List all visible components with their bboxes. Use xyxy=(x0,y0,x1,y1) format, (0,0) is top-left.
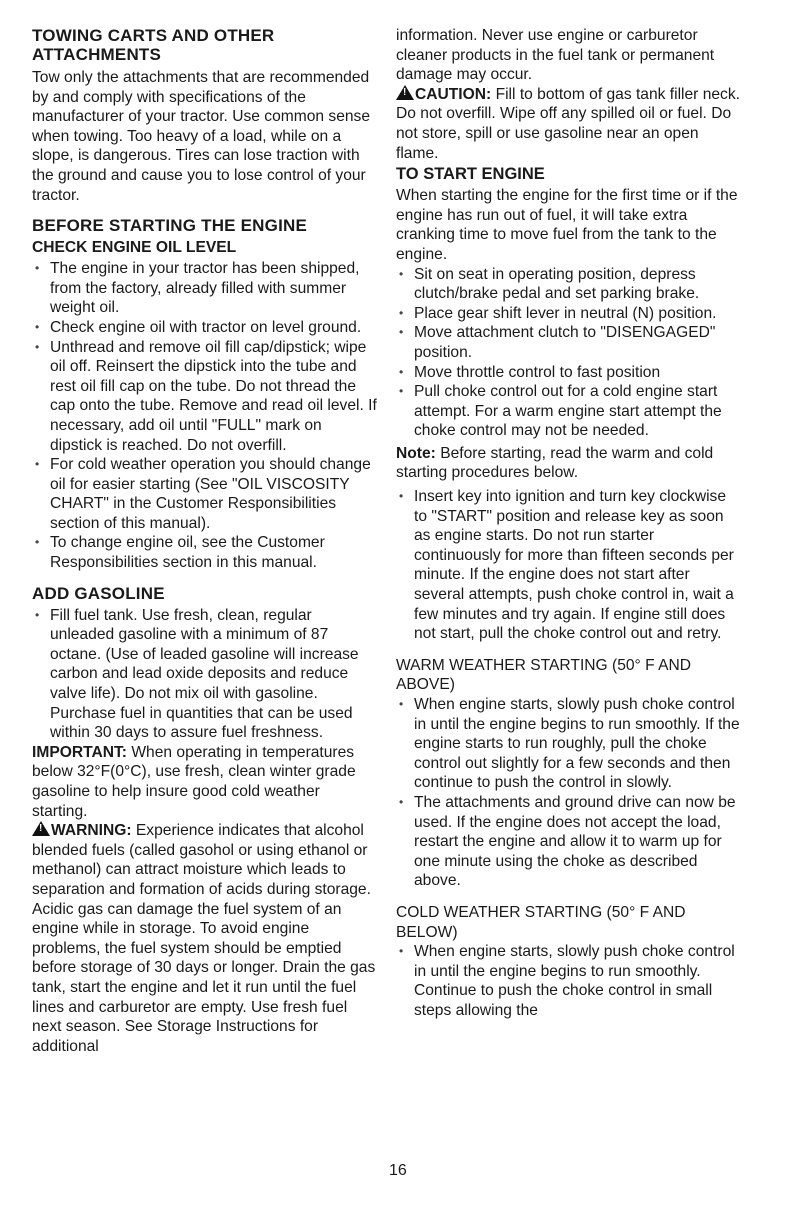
warning-paragraph: !WARNING: Experience indicates that alcohol blended fuels (called gasohol or using ethanol or methanol) can attract moisture which leads to separation and formation of acids during storage. Acidic gas can damage the fuel system of an engine while in storage. To avoid engine problems, the fuel system should be emptied before storage of 30 days or longer. Drain the gas tank, start the engine and let it run until the fuel lines and carburetor are empty. Use fresh fuel next season. See Storage Instructions for additional xyxy=(32,821,377,1056)
warm-weather-title: WARM WEATHER STARTING (50° F AND ABOVE) xyxy=(396,656,692,694)
note-label: Note: xyxy=(396,444,436,462)
start-bullet-list xyxy=(396,265,741,441)
caution-paragraph: !CAUTION: Fill to bottom of gas tank filler neck. Do not overfill. Wipe off any spilled oil or fuel. Do not store, spill or use gasoline near an open flame. xyxy=(396,85,741,163)
list-item: • Move attachment clutch to "DISENGAGED" position. xyxy=(396,323,741,362)
list-item: • When engine starts, slowly push choke control in until the engine begins to run smoothly. Continue to push the choke control in small steps allowing the xyxy=(396,942,741,1020)
list-item: • Fill fuel tank. Use fresh, clean, regular unleaded gasoline with a minimum of 87 octane. (Use of leaded gasoline will increase carbon and lead oxide deposits and reduce valve life). Do not mix oil with gasoline. Purchase fuel in quantities that can be used within 30 days to assure fuel freshness. xyxy=(32,606,377,743)
add-gasoline-title: ADD GASOLINE xyxy=(32,583,165,603)
list-item: • Insert key into ignition and turn key clockwise to "START" position and release key as soon as engine starts. Do not run starter continuously for more than fifteen seconds per minute. If the engine does not start after several attempts, push choke control in, wait a few minutes and try again. If engine still does not start, pull the choke control out and retry. xyxy=(396,487,741,644)
list-item: • Check engine oil with tractor on level ground. xyxy=(32,318,377,338)
list-item: • To change engine oil, see the Customer Responsibilities section in this manual. xyxy=(32,533,377,572)
list-item: • Move throttle control to fast position xyxy=(396,363,741,383)
list-item: • When engine starts, slowly push choke control in until the engine begins to run smoothly. If the engine starts to run roughly, pull the choke control out slightly for a few seconds and then continue to push the control in slowly. xyxy=(396,695,741,793)
left-column xyxy=(32,26,377,1056)
caution-triangle-icon xyxy=(396,85,414,100)
list-item: • Sit on seat in operating position, depress clutch/brake pedal and set parking brake. xyxy=(396,265,741,304)
note-paragraph: Note: Before starting, read the warm and cold starting procedures below. xyxy=(396,444,714,482)
start-engine-title: TO START ENGINE xyxy=(396,165,545,184)
list-item: • Unthread and remove oil fill cap/dipstick; wipe oil off. Reinsert the dipstick into the tube and rest oil fill cap on the tube. Do not thread the cap onto the tube. Remove and read oil level. If necessary, add oil until "FULL" mark on dipstick is reached. Do not overfill. xyxy=(32,338,377,456)
towing-paragraph: Tow only the attachments that are recommended by and comply with specifications of the manufacturer of your tractor. Use common sense when towing. Too heavy of a load, while on a slope, is dangerous. Tires can lose traction with the ground and cause you to lose control of your tractor. xyxy=(32,69,371,204)
list-item: • The engine in your tractor has been shipped, from the factory, already filled with summer weight oil. xyxy=(32,259,377,318)
list-item: • Pull choke control out for a cold engine start attempt. For a warm engine start attempt the choke control may not be needed. xyxy=(396,382,741,441)
warning-continued-paragraph: information. Never use engine or carburetor cleaner products in the fuel tank or permanent damage may occur. xyxy=(396,27,715,84)
towing-section-title: TOWING CARTS AND OTHER ATTACHMENTS xyxy=(32,26,275,64)
right-column xyxy=(396,26,741,1021)
oil-bullet-list xyxy=(32,259,377,573)
list-item: • The attachments and ground drive can now be used. If the engine does not accept the load, restart the engine and allow it to warm up for one minute using the choke as described above. xyxy=(396,793,741,891)
before-starting-title: BEFORE STARTING THE ENGINE xyxy=(32,216,308,236)
warm-bullet-list xyxy=(396,695,741,891)
list-item: • For cold weather operation you should change oil for easier starting (See "OIL VISCOSITY CHART" in the Customer Responsibilities section of this manual). xyxy=(32,455,377,533)
important-paragraph: IMPORTANT: When operating in temperatures below 32°F(0°C), use fresh, clean winter grade gasoline to help insure good cold weather starting. xyxy=(32,743,356,820)
cold-weather-title: COLD WEATHER STARTING (50° F AND BELOW) xyxy=(396,903,686,941)
check-oil-subtitle: CHECK ENGINE OIL LEVEL xyxy=(32,239,237,257)
key-bullet-list xyxy=(396,487,741,644)
list-item: • Place gear shift lever in neutral (N) position. xyxy=(396,304,741,324)
warning-triangle-icon xyxy=(32,821,50,836)
caution-label: CAUTION: xyxy=(415,85,492,103)
important-label: IMPORTANT: xyxy=(32,743,127,761)
page-number: 16 xyxy=(389,1162,407,1179)
gas-bullet-list xyxy=(32,606,377,743)
cold-bullet-list xyxy=(396,942,741,1020)
warning-label: WARNING: xyxy=(51,822,132,840)
start-intro-paragraph: When starting the engine for the first time or if the engine has run out of fuel, it will take extra cranking time to move fuel from the tank to the engine. xyxy=(396,187,738,263)
